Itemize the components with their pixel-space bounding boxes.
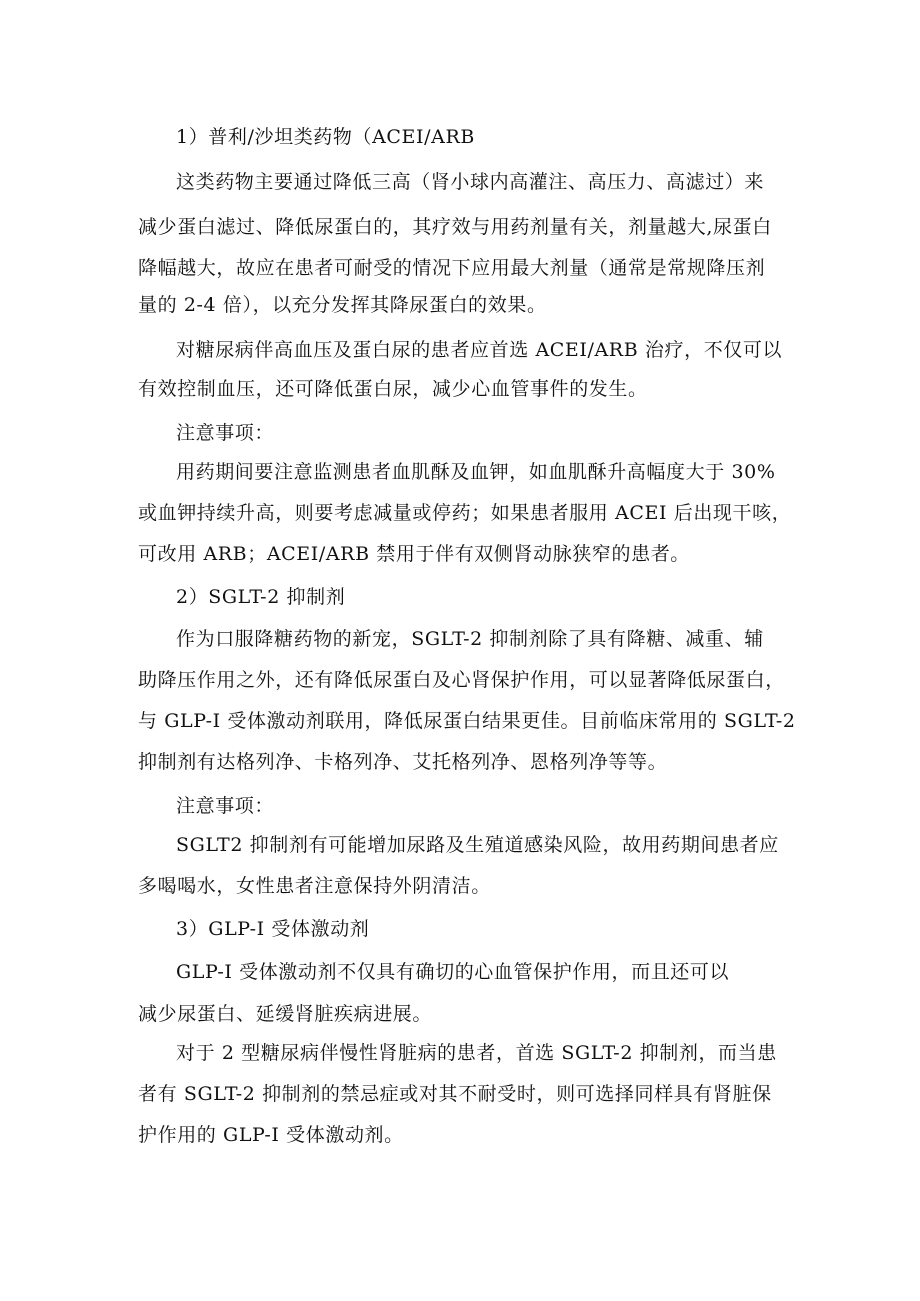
paragraph-line: 抑制剂有达格列净、卡格列净、艾托格列净、恩格列净等等。 <box>138 751 668 773</box>
note-line: 或血钾持续升高，则要考虑减量或停药；如果患者服用 ACEI 后出现干咳， <box>138 502 792 524</box>
note-label: 注意事项： <box>176 795 275 817</box>
note-line: 可改用 ARB；ACEI/ARB 禁用于伴有双侧肾动脉狭窄的患者。 <box>138 543 690 565</box>
paragraph-line: 有效控制血压，还可降低蛋白尿，减少心血管事件的发生。 <box>138 378 648 400</box>
paragraph-line: 减少尿蛋白、延缓肾脏疾病进展。 <box>138 1003 433 1025</box>
note-line: 用药期间要注意监测患者血肌酥及血钾，如血肌酥升高幅度大于 30% <box>176 461 776 483</box>
paragraph-line: 降幅越大，故应在患者可耐受的情况下应用最大剂量（通常是常规降压剂 <box>138 257 766 279</box>
paragraph-line: 助降压作用之外，还有降低尿蛋白及心肾保护作用，可以显著降低尿蛋白， <box>138 669 785 691</box>
paragraph-line: 作为口服降糖药物的新宠，SGLT-2 抑制剂除了具有降糖、减重、辅 <box>176 628 764 650</box>
note-line: 多喝喝水，女性患者注意保持外阴清洁。 <box>138 875 491 897</box>
section-heading: 1）普利/沙坦类药物（ACEI/ARB <box>176 126 475 148</box>
paragraph-line: 这类药物主要通过降低三高（肾小球内高灌注、高压力、高滤过）来 <box>176 171 765 193</box>
paragraph-line: 量的 2-4 倍），以充分发挥其降尿蛋白的效果。 <box>138 294 547 316</box>
paragraph-line: GLP-I 受体激动剂不仅具有确切的心血管保护作用，而且还可以 <box>176 961 730 983</box>
note-line: SGLT2 抑制剂有可能增加尿路及生殖道感染风险，故用药期间患者应 <box>176 834 779 856</box>
paragraph-line: 与 GLP-I 受体激动剂联用，降低尿蛋白结果更佳。目前临床常用的 SGLT-2 <box>138 710 796 732</box>
paragraph-line: 者有 SGLT-2 抑制剂的禁忌症或对其不耐受时，则可选择同样具有肾脏保 <box>138 1083 772 1105</box>
note-label: 注意事项： <box>176 422 275 444</box>
section-heading: 2）SGLT-2 抑制剂 <box>176 586 346 608</box>
section-heading: 3）GLP-I 受体激动剂 <box>176 918 370 940</box>
paragraph-line: 对于 2 型糖尿病伴慢性肾脏病的患者，首选 SGLT-2 抑制剂，而当患 <box>176 1042 777 1064</box>
paragraph-line: 减少蛋白滤过、降低尿蛋白的，其疗效与用药剂量有关，剂量越大,尿蛋白 <box>138 216 772 238</box>
paragraph-line: 护作用的 GLP-I 受体激动剂。 <box>138 1124 404 1146</box>
paragraph-line: 对糖尿病伴高血压及蛋白尿的患者应首选 ACEI/ARB 治疗，不仅可以 <box>176 339 783 361</box>
